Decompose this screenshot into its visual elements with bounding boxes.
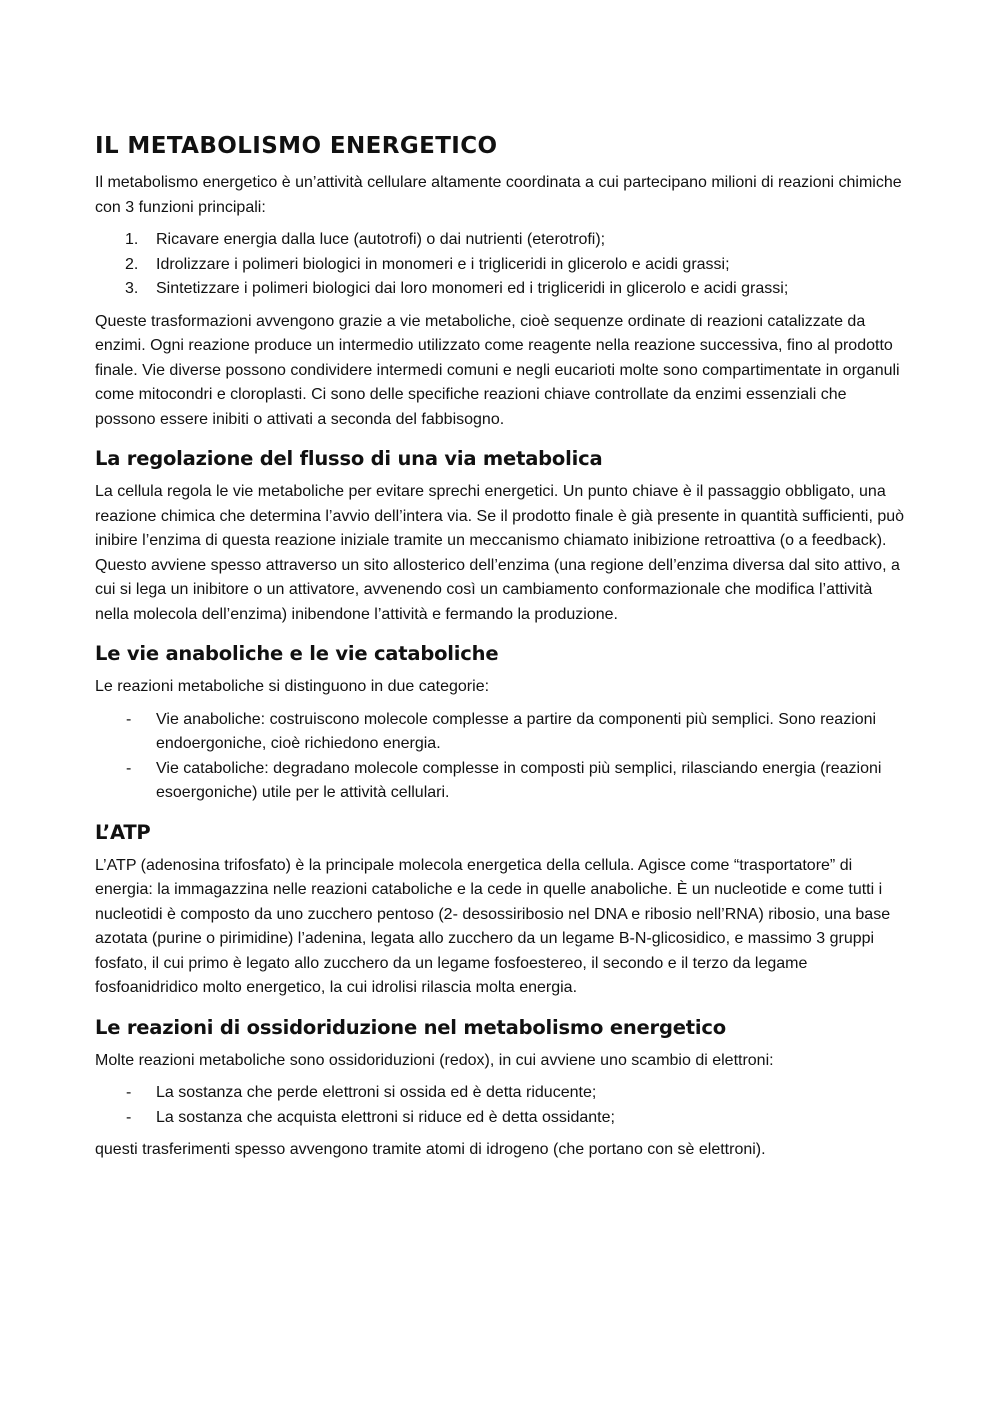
document-body — [95, 130, 910, 1171]
redox-list — [95, 1081, 910, 1130]
redox-paragraph: Molte reazioni metaboliche sono ossidoriduzioni (redox), in cui avviene uno scambio di elettroni: — [95, 1051, 774, 1069]
list-item-text: Vie anaboliche: costruiscono molecole complesse a partire da componenti più semplici. Sono reazioni endoergoniche, cioè richiedono energia. — [156, 710, 877, 752]
section-heading-atp: L’ATP — [95, 820, 151, 844]
list-item — [95, 228, 910, 253]
categories-paragraph: Le reazioni metaboliche si distinguono in due categorie: — [95, 678, 490, 695]
pathways-list — [95, 708, 910, 806]
list-item — [95, 708, 910, 757]
list-marker: - — [126, 759, 132, 777]
section-heading-regulation: La regolazione del flusso di una via metabolica — [95, 447, 603, 470]
regulation-paragraph: La cellula regola le vie metaboliche per evitare sprechi energetici. Un punto chiave è il passaggio obbligato, una reazione chimica che determina l’avvio dell’intera via. Se il prodotto finale è già presente in quantità sufficienti, può inibire l’enzima di questa reazione iniziale tramite un meccanismo chiamato inibizione retroattiva (o a feedback). Questo avviene spesso attraverso un sito allosterico dell’enzima (una regione dell’enzima diversa dal sito attivo, a cui si lega un inibitore o un attivatore, avvenendo così un cambiamento conformazionale che modifica l’attività nella molecola dell’enzima) inibendone l’attività e fermando la produzione. — [95, 483, 905, 623]
list-marker: - — [126, 1084, 132, 1101]
list-item — [95, 757, 910, 806]
list-item — [95, 1106, 910, 1131]
intro-paragraph: Il metabolismo energetico è un’attività cellulare altamente coordinata a cui partecipano milioni di reazioni chimiche con 3 funzioni principali: — [95, 174, 902, 216]
atp-paragraph: L’ATP (adenosina trifosfato) è la principale molecola energetica della cellula. Agisce come “trasportatore” di energia: la immagazzina nelle reazioni cataboliche e la cede in quelle anaboliche. È un nucleotide e come tutti i nucleotidi è composto da uno zucchero pentoso (2- desossiribosio nel DNA e ribosio nell’RNA) ribosio, una base azotata (purine o pirimidine) l’adenina, legata allo zucchero da un legame Β-N-glicosidico, e massimo 3 gruppi fosfato, il cui primo è legato allo zucchero da un legame fosfoestereo, il secondo e il terzo da legame fosfoanidridico molto energetico, la cui idrolisi rilascia molta energia. — [95, 856, 891, 996]
section-heading-anabolic-catabolic: Le vie anaboliche e le vie cataboliche — [95, 642, 499, 665]
section-heading-redox: Le reazioni di ossidoriduzione nel metabolismo energetico — [95, 1015, 726, 1039]
list-item — [95, 277, 910, 302]
list-item-text: Sintetizzare i polimeri biologici dai loro monomeri ed i trigliceridi in glicerolo e acidi grassi; — [156, 280, 789, 297]
list-marker: - — [126, 710, 132, 728]
list-marker: - — [126, 1108, 132, 1126]
list-marker: 3. — [125, 280, 139, 297]
list-item — [95, 253, 910, 278]
list-item-text: Idrolizzare i polimeri biologici in monomeri e i trigliceridi in glicerolo e acidi grassi; — [156, 255, 730, 273]
list-item-text: La sostanza che perde elettroni si ossida ed è detta riducente; — [156, 1084, 597, 1101]
list-item — [95, 1081, 910, 1106]
list-marker: 1. — [125, 231, 139, 248]
list-item-text: La sostanza che acquista elettroni si riduce ed è detta ossidante; — [156, 1108, 615, 1126]
page-title: IL METABOLISMO ENERGETICO — [95, 133, 498, 159]
metabolic-pathways-paragraph: Queste trasformazioni avvengono grazie a vie metaboliche, cioè sequenze ordinate di reazioni catalizzate da enzimi. Ogni reazione produce un intermedio utilizzato come reagente nella reazione successiva, fino al prodotto finale. Vie diverse possono condividere intermedi comuni e negli eucarioti molte sono compartimentate in organuli come mitocondri e cloroplasti. Ci sono delle specifiche reazioni chiave controllate da enzimi essenziali che possono essere inibiti o attivati a seconda del fabbisogno. — [95, 312, 900, 428]
list-item-text: Ricavare energia dalla luce (autotrofi) o dai nutrienti (eterotrofi); — [156, 231, 606, 248]
closing-paragraph: questi trasferimenti spesso avvengono tramite atomi di idrogeno (che portano con sè elettroni). — [95, 1141, 766, 1158]
functions-list — [95, 228, 910, 302]
list-item-text: Vie cataboliche: degradano molecole complesse in composti più semplici, rilasciando energia (reazioni esoergoniche) utile per le attività cellulari. — [156, 759, 882, 801]
list-marker: 2. — [125, 255, 139, 273]
